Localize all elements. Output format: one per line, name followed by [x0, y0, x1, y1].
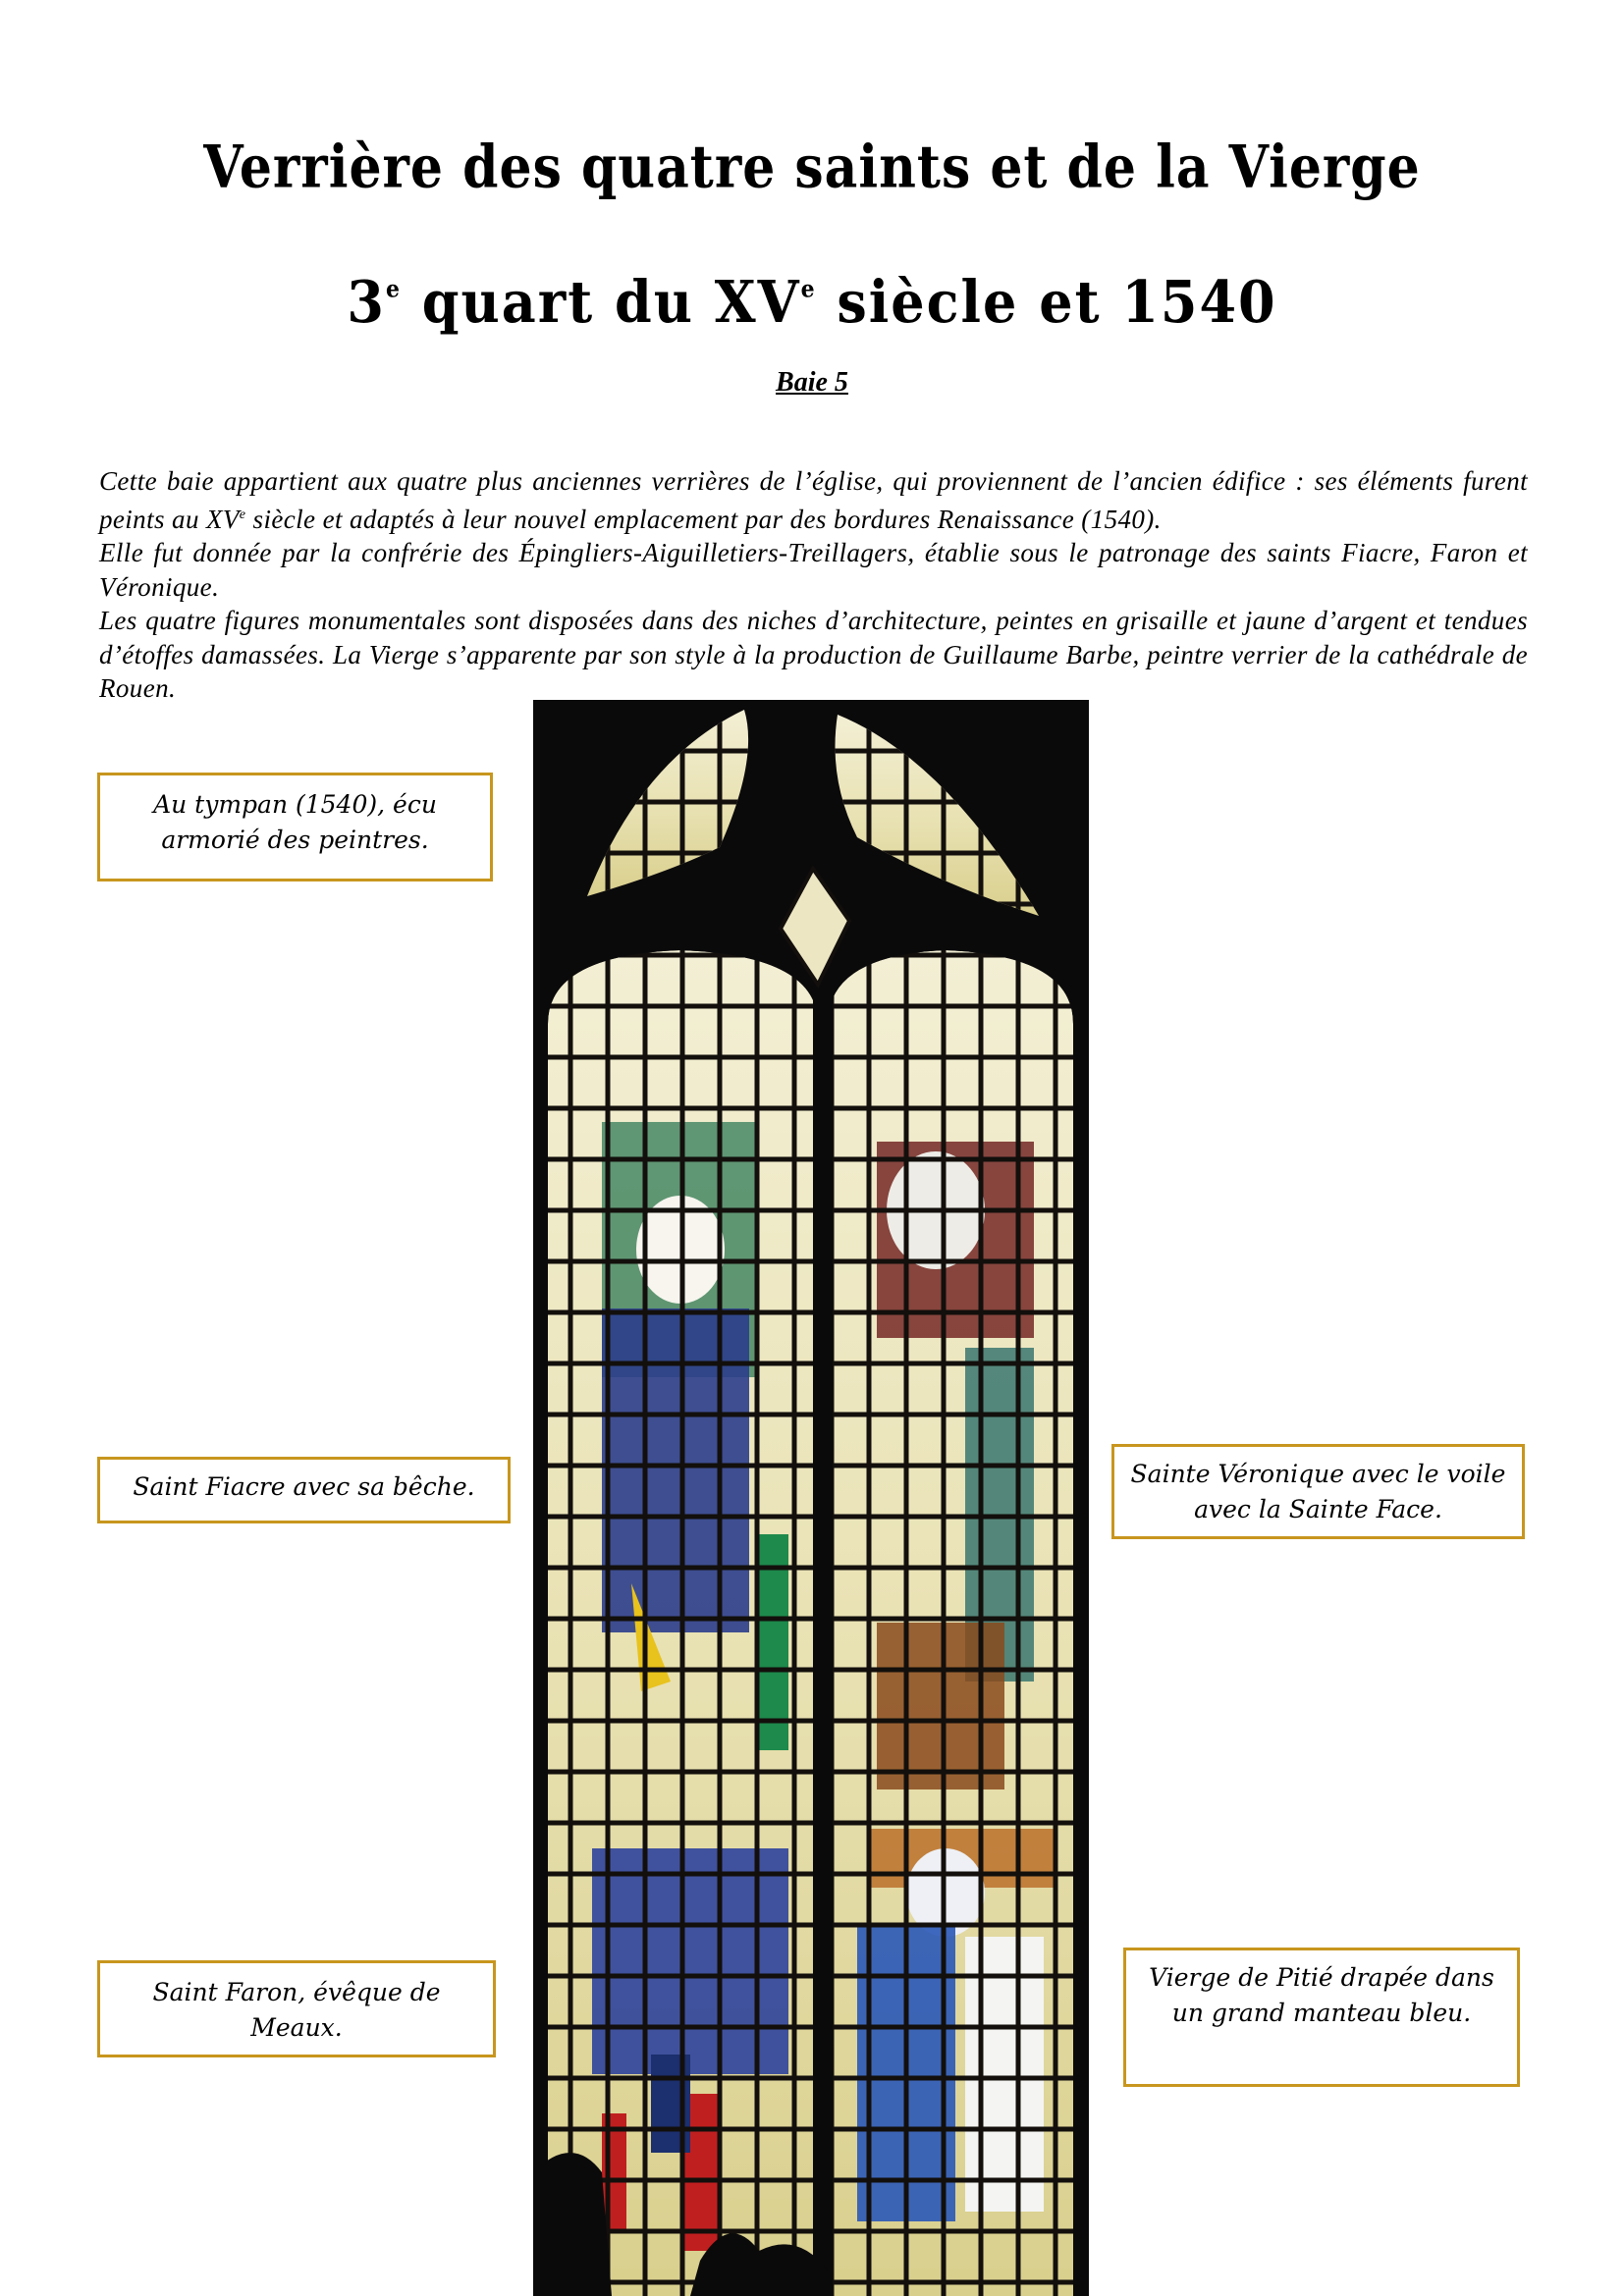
stained-glass-photo	[533, 700, 1089, 2296]
intro-text-segment: Cette baie appartient aux quatre plus anciennes verrières de l’église, qui proviennent de l’ancien édifice : ses éléments furent peints au XV	[99, 466, 1528, 534]
document-title: Verrière des quatre saints et de la Vierge	[203, 133, 1421, 202]
intro-text	[99, 464, 1528, 706]
caption-sainte-veronique	[1111, 1444, 1525, 1539]
date-heading	[0, 267, 1624, 336]
date-part-3: siècle et 1540	[816, 266, 1277, 337]
caption-text: Vierge de Pitié drapée dans un grand manteau bleu.	[1149, 1963, 1494, 2027]
intro-paragraph-2: Elle fut donnée par la confrérie des Épingliers-Aiguilletiers-Treillagers, établie sous le patronage des saints Fiacre, Faron et Véronique.	[99, 538, 1528, 602]
caption-saint-fiacre	[97, 1457, 511, 1523]
date-part-2: quart du XV	[401, 266, 801, 337]
stained-glass-illustration	[533, 700, 1089, 2296]
bay-label: Baie 5	[776, 367, 848, 398]
date-sup-2: e	[800, 275, 817, 304]
lead-grid	[548, 950, 1073, 2296]
caption-text: Saint Faron, évêque de Meaux.	[152, 1978, 441, 2042]
intro-paragraph-3: Les quatre figures monumentales sont disposées dans des niches d’architecture, peintes en grisaille et jaune d’argent et tendues d’étoffes damassées. La Vierge s’apparente par son style à la production de Guillaume Barbe, peintre verrier de la cathédrale de Rouen.	[99, 606, 1528, 703]
date-sup-1: e	[385, 275, 402, 304]
caption-text: Saint Fiacre avec sa bêche.	[133, 1472, 475, 1501]
caption-text: Sainte Véronique avec le voile avec la Sainte Face.	[1130, 1459, 1506, 1523]
caption-vierge-de-pitie	[1123, 1948, 1520, 2087]
caption-saint-faron	[97, 1960, 496, 2057]
caption-text: Au tympan (1540), écu armorié des peintres.	[153, 790, 437, 854]
intro-sup: e	[239, 507, 246, 522]
intro-paragraph-1	[99, 464, 1528, 536]
caption-tympan	[97, 773, 493, 881]
date-part-1: 3	[347, 266, 386, 337]
intro-text-segment: siècle et adaptés à leur nouvel emplacement par des bordures Renaissance (1540).	[245, 504, 1162, 534]
